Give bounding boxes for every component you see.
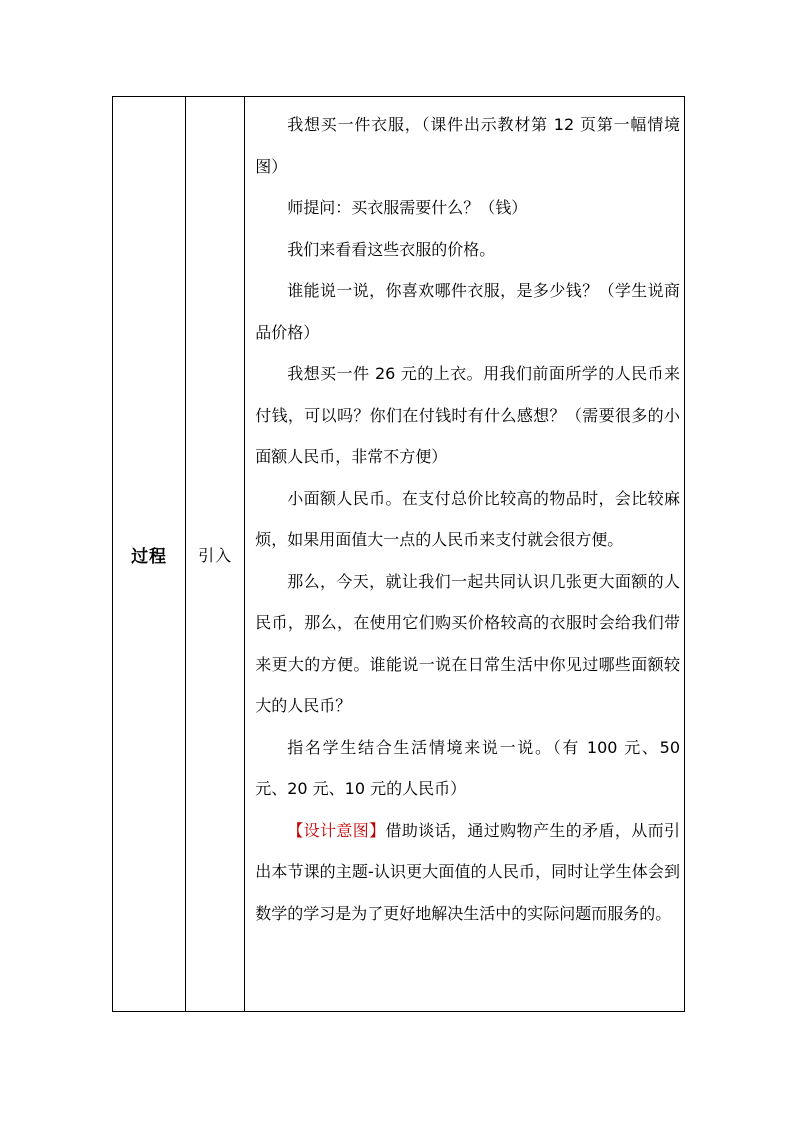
design-intent-label: 【设计意图】	[287, 820, 386, 840]
table-row	[113, 97, 685, 1012]
paragraph-5: 我想买一件 26 元的上衣。用我们前面所学的人民币来付钱，可以吗？你们在付钱时有什么感想？（需要很多的小面额人民币，非常不方便）	[255, 364, 680, 466]
paragraph-1: 我想买一件衣服，（课件出示教材第 12 页第一幅情境图）	[255, 115, 680, 176]
paragraph-2: 师提问：买衣服需要什么？（钱）	[287, 198, 528, 217]
design-intent-text: 借助谈话，通过购物产生的矛盾，从而引出本节课的主题-认识更大面值的人民币，同时让学生体会到数学的学习是为了更好地解决生活中的实际问题而服务的。	[255, 820, 680, 923]
step-label: 引入	[198, 545, 233, 565]
paragraph-6: 小面额人民币。在支付总价比较高的物品时，会比较麻烦，如果用面值大一点的人民币来支付就会很方便。	[255, 488, 680, 549]
stage-label: 过程	[131, 546, 168, 567]
lesson-plan-table	[112, 96, 685, 1012]
paragraph-8: 指名学生结合生活情境来说一说。（有 100 元、50 元、20 元、10 元的人民币）	[255, 737, 680, 798]
content-cell	[245, 97, 685, 1012]
paragraph-4: 谁能说一说，你喜欢哪件衣服，是多少钱？（学生说商品价格）	[255, 281, 680, 342]
paragraph-3: 我们来看看这些衣服的价格。	[287, 239, 496, 259]
design-intent-paragraph	[255, 810, 680, 935]
step-cell	[186, 97, 245, 1012]
stage-cell	[113, 97, 186, 1012]
paragraph-7: 那么，今天，就让我们一起共同认识几张更大面额的人民币，那么，在使用它们购买价格较高的衣服时会给我们带来更大的方便。谁能说一说在日常生活中你见过哪些面额较大的人民币？	[255, 571, 680, 715]
